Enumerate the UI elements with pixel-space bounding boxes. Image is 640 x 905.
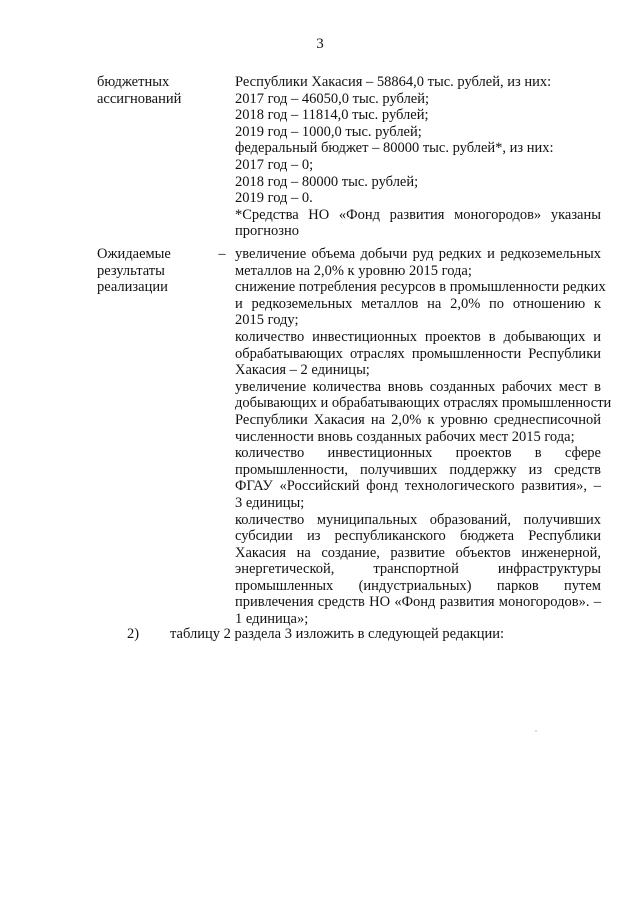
budget-footnote-line: прогнозно [235, 223, 299, 240]
page-number: 3 [316, 36, 324, 52]
result-line: добывающих и обрабатывающих отраслях промышленности [235, 395, 612, 412]
result-line: привлечения средств НО «Фонд развития моногородов». – [235, 594, 601, 611]
item-2-number: 2) [127, 626, 140, 642]
budget-line: 2018 год – 80000 тыс. рублей; [235, 173, 419, 190]
budget-line: 2019 год – 1000,0 тыс. рублей; [235, 123, 422, 140]
budget-line: 2017 год – 46050,0 тыс. рублей; [235, 90, 430, 107]
result-line: снижение потребления ресурсов в промышленности редких [235, 279, 606, 296]
results-label [97, 246, 212, 296]
item-2-text: таблицу 2 раздела 3 изложить в следующей редакции: [170, 626, 505, 642]
result-line: промышленности, получивших поддержку из средств [235, 461, 601, 478]
result-line: количество муниципальных образований, получивших [235, 511, 601, 528]
budget-section [97, 74, 607, 244]
result-line: численности вновь созданных рабочих мест 2015 года; [235, 428, 575, 445]
budget-label [97, 74, 212, 107]
result-line: металлов на 2,0% к уровню 2015 года; [235, 262, 472, 279]
budget-content [235, 74, 601, 240]
result-line: ФГАУ «Российский фонд технологического развития», – [235, 478, 601, 495]
budget-footnote-line: *Средства НО «Фонд развития моногородов» указаны [235, 206, 601, 223]
result-line: и редкоземельных металлов на 2,0% по отношению к [235, 295, 601, 312]
results-dash: – [218, 246, 226, 262]
result-line: Республики Хакасия на 2,0% к уровню среднесписочной [235, 411, 601, 428]
result-line: Хакасия на создание, развитие объектов инженерной, [235, 544, 601, 561]
result-line: количество инвестиционных проектов в сфере [235, 445, 601, 462]
budget-label-line: бюджетных [97, 74, 170, 90]
results-label-line: результаты [97, 262, 165, 279]
budget-line: Республики Хакасия – 58864,0 тыс. рублей, из них: [235, 74, 552, 90]
scan-speck [535, 730, 537, 732]
budget-label-line: ассигнований [97, 90, 182, 107]
results-label-line: реализации [97, 279, 168, 296]
result-line: 2015 году; [235, 312, 299, 329]
result-line: 1 единица»; [235, 611, 309, 628]
results-label-line: Ожидаемые [97, 246, 171, 262]
result-line: увеличение объема добычи руд редких и редкоземельных [235, 246, 601, 262]
result-line: количество инвестиционных проектов в добывающих и [235, 328, 601, 345]
result-line: субсидии из республиканского бюджета Республики [235, 528, 601, 545]
results-content [235, 246, 612, 628]
result-line: промышленных (индустриальных) парков путем [235, 577, 601, 594]
result-line: 3 единицы; [235, 494, 305, 511]
budget-line: 2017 год – 0; [235, 156, 314, 173]
result-line: Хакасия – 2 единицы; [235, 362, 370, 379]
budget-line: 2018 год – 11814,0 тыс. рублей; [235, 107, 429, 124]
budget-line: федеральный бюджет – 80000 тыс. рублей*, из них: [235, 140, 554, 157]
result-line: увеличение количества вновь созданных рабочих мест в [235, 378, 601, 395]
result-line: обрабатывающих отраслях промышленности Республики [235, 345, 601, 362]
expected-results-section [97, 246, 612, 628]
result-line: энергетической, транспортной инфраструктуры [235, 561, 601, 578]
budget-line: 2019 год – 0. [235, 190, 313, 207]
